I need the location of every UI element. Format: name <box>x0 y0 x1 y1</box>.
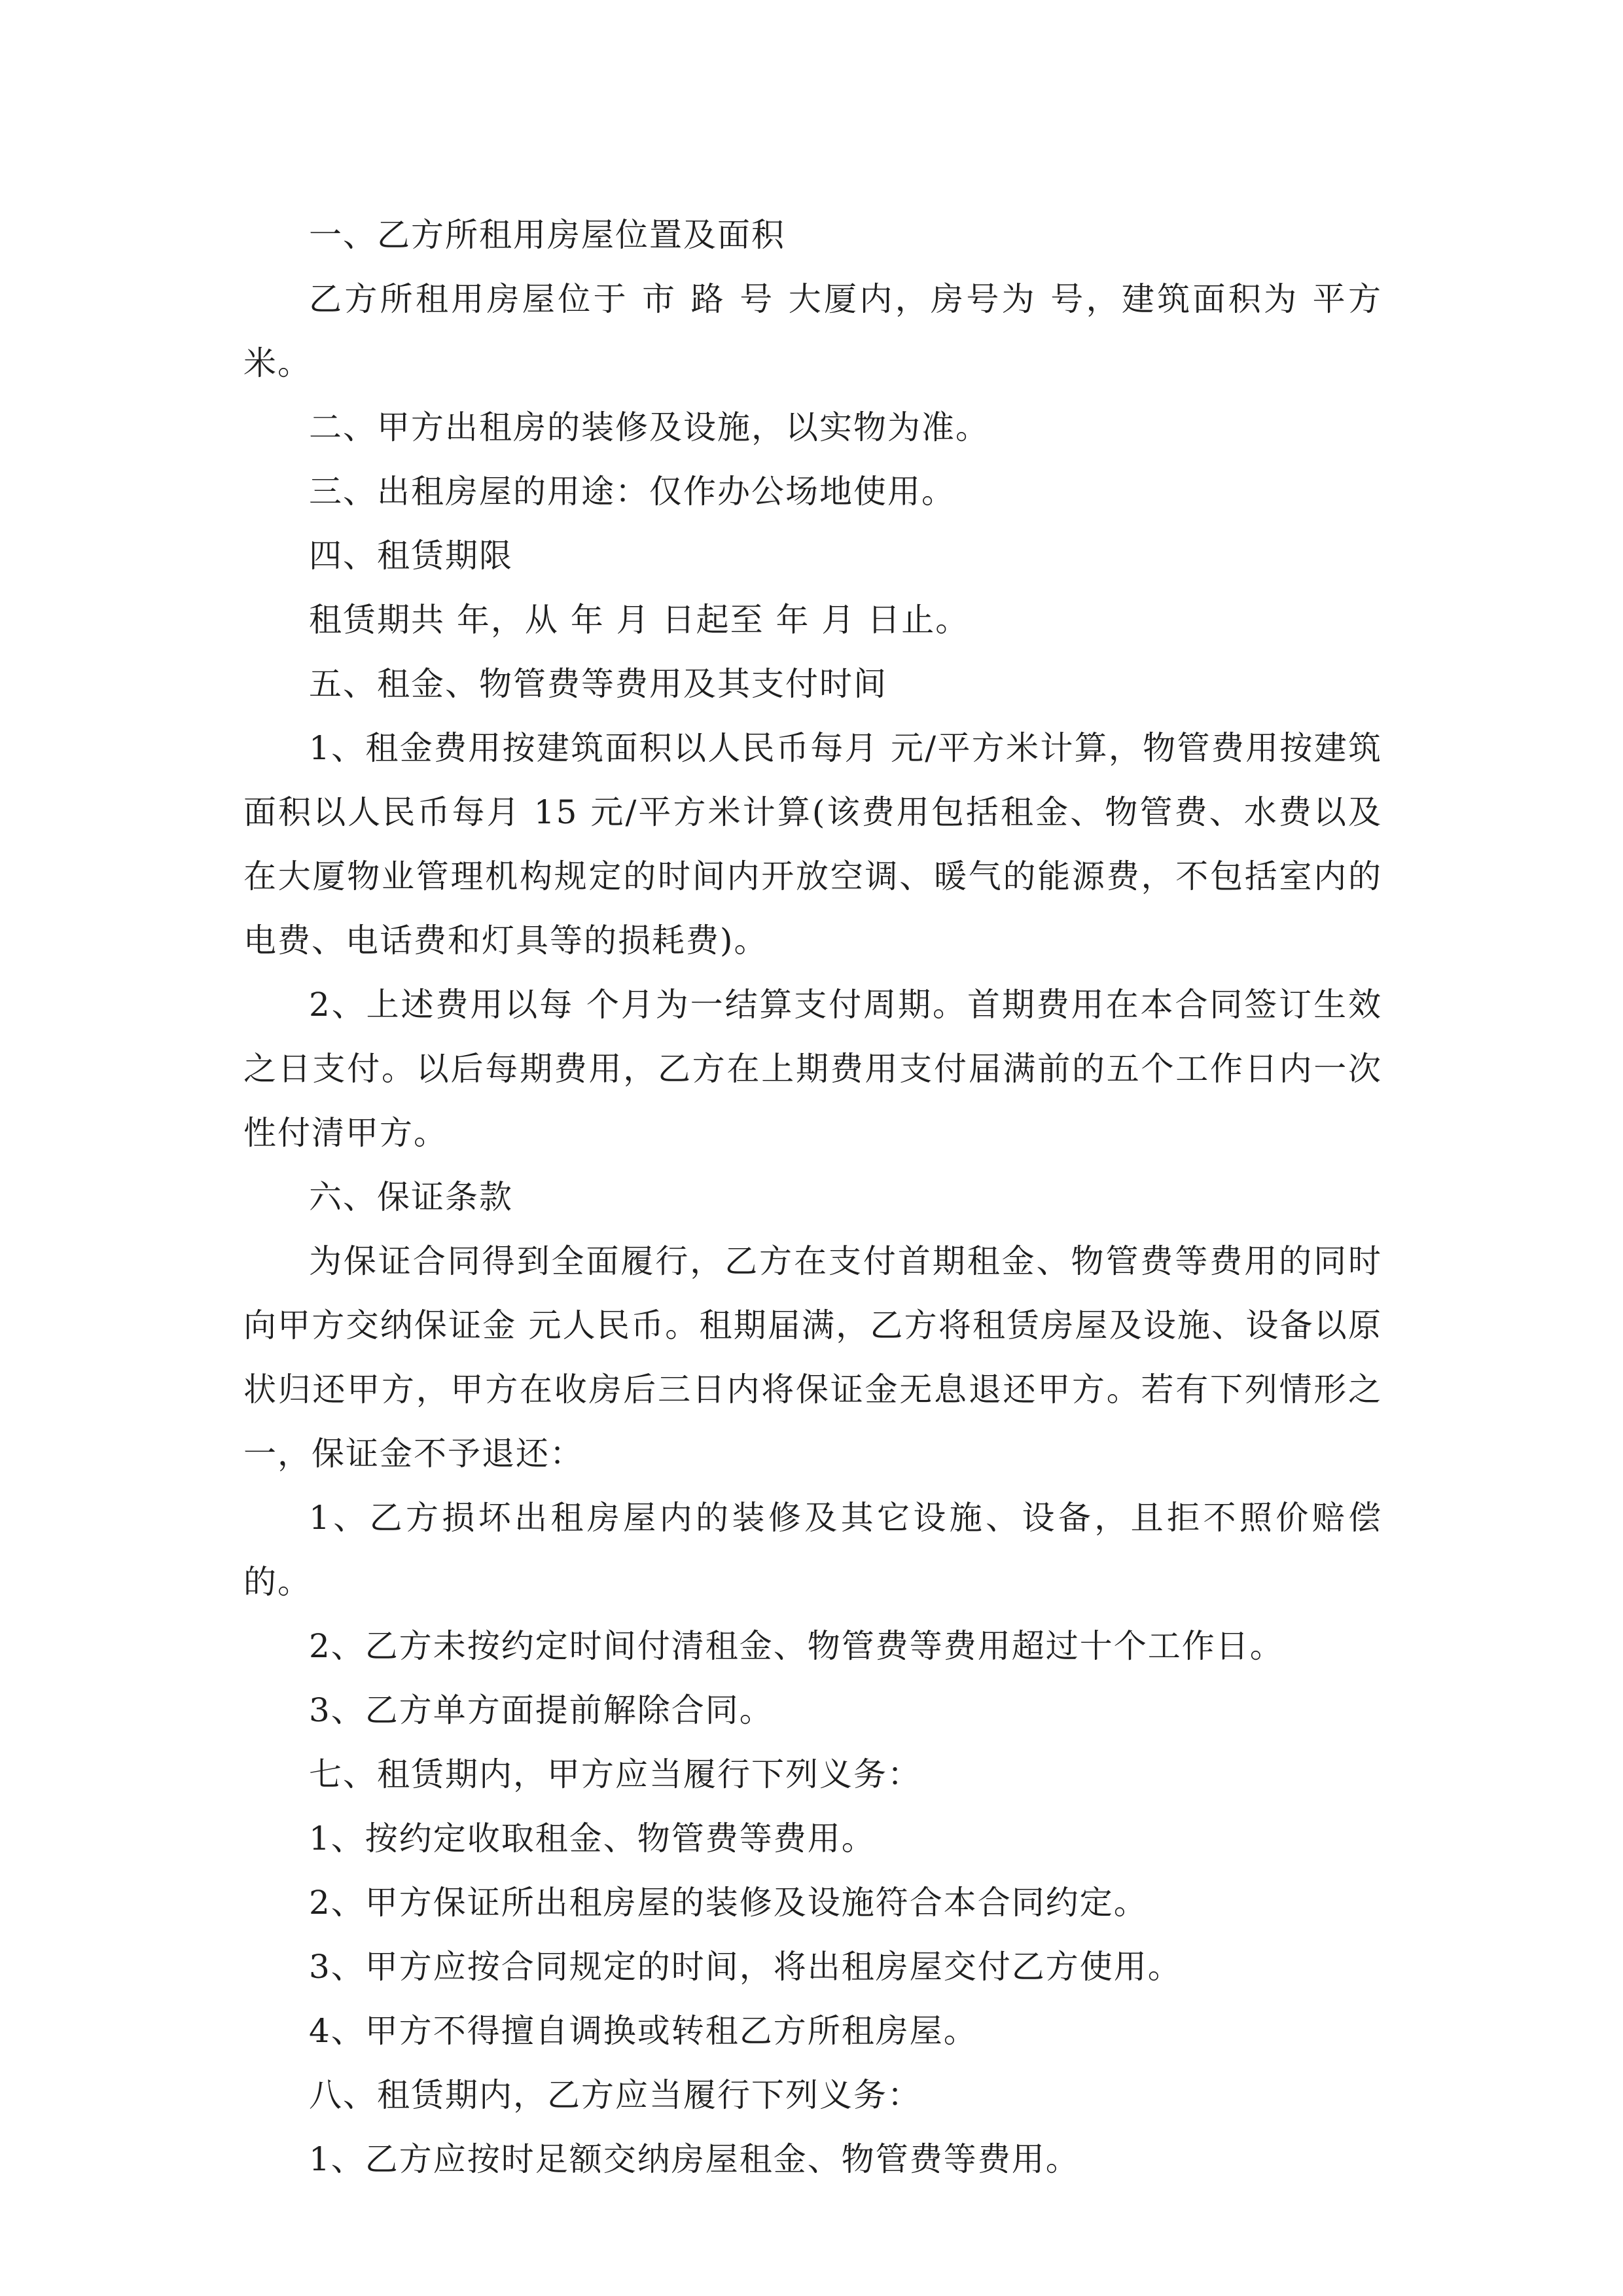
list-item: 1、按约定收取租金、物管费等费用。 <box>309 1820 876 1857</box>
section-heading: 八、租赁期内，乙方应当履行下列义务： <box>309 2076 921 2114</box>
paragraph: 租赁期共 年，从 年 月 日起至 年 月 日止。 <box>309 601 970 639</box>
list-item: 1、乙方应按时足额交纳房屋租金、物管费等费用。 <box>309 2140 1080 2178</box>
list-item: 1、乙方损坏出租房屋内的装修及其它设施、设备，且拒不照价赔偿的。 <box>243 1499 1382 1601</box>
section-heading: 三、出租房屋的用途：仅作办公场地使用。 <box>309 473 955 511</box>
list-item: 3、甲方应按合同规定的时间，将出租房屋交付乙方使用。 <box>309 1948 1182 1986</box>
paragraph: 为保证合同得到全面履行，乙方在支付首期租金、物管费等费用的同时向甲方交纳保证金 元人民币。租期届满，乙方将租赁房屋及设施、设备以原状归还甲方，甲方在收房后三日内将保证金无息退还甲方。若有下列情形之一，保证金不予退还： <box>243 1242 1382 1473</box>
document-body <box>243 203 1382 2191</box>
section-heading: 六、保证条款 <box>309 1178 513 1216</box>
section-heading: 二、甲方出租房的装修及设施，以实物为准。 <box>309 408 990 446</box>
list-item: 3、乙方单方面提前解除合同。 <box>309 1691 774 1729</box>
list-item: 2、甲方保证所出租房屋的装修及设施符合本合同约定。 <box>309 1884 1148 1922</box>
section-heading: 五、租金、物管费等费用及其支付时间 <box>309 665 887 703</box>
paragraph: 2、上述费用以每 个月为一结算支付周期。首期费用在本合同签订生效之日支付。以后每期费用，乙方在上期费用支付届满前的五个工作日内一次性付清甲方。 <box>243 986 1382 1152</box>
list-item: 2、乙方未按约定时间付清租金、物管费等费用超过十个工作日。 <box>309 1627 1284 1665</box>
section-heading: 四、租赁期限 <box>309 537 513 575</box>
section-heading: 七、租赁期内，甲方应当履行下列义务： <box>309 1755 921 1793</box>
section-heading: 一、乙方所租用房屋位置及面积 <box>309 216 785 254</box>
paragraph: 1、租金费用按建筑面积以人民币每月 元/平方米计算，物管费用按建筑面积以人民币每月 15 元/平方米计算(该费用包括租金、物管费、水费以及在大厦物业管理机构规定的时间内开放空调、暖气的能源费，不包括室内的电费、电话费和灯具等的损耗费)。 <box>243 729 1382 960</box>
list-item: 4、甲方不得擅自调换或转租乙方所租房屋。 <box>309 2012 978 2050</box>
paragraph: 乙方所租用房屋位于 市 路 号 大厦内，房号为 号，建筑面积为 平方米。 <box>243 280 1382 382</box>
